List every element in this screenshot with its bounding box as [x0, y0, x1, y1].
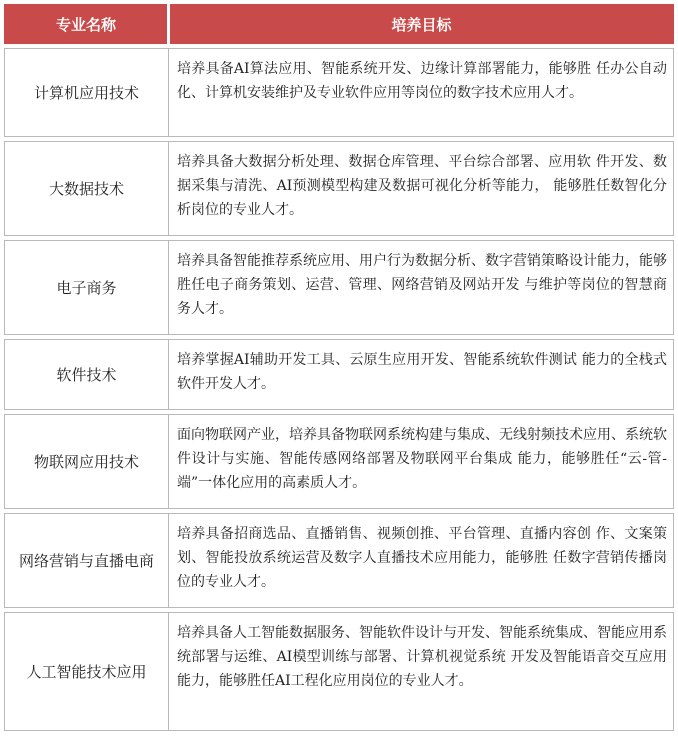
major-name: 大数据技术: [5, 142, 169, 236]
major-name: 人工智能技术应用: [5, 613, 169, 731]
major-name: 网络营销与直播电商: [5, 514, 169, 608]
major-name: 物联网应用技术: [5, 415, 169, 509]
training-goal: 培养具备招商选品、直播销售、视频创推、平台管理、直播内容创 作、文案策划、智能投放系统运营及数字人直播技术应用能力，能够胜 任数字营销传播岗位的专业人才。: [169, 514, 674, 608]
training-goal: 培养具备人工智能数据服务、智能软件设计与开发、智能系统集成、智能应用系统部署与运维、AI模型训练与部署、计算机视觉系统 开发及智能语音交互应用能力，能够胜任AI工程化应用岗位的专业人才。: [169, 613, 674, 731]
header-training-goal: 培养目标: [169, 5, 674, 44]
training-goal: 培养掌握AI辅助开发工具、云原生应用开发、智能系统软件测试 能力的全栈式软件开发人才。: [169, 340, 674, 410]
table-row: [5, 613, 674, 731]
header-major-name: 专业名称: [5, 5, 169, 44]
training-goal: 面向物联网产业，培养具备物联网系统构建与集成、无线射频技术应用、系统软件设计与实施、智能传感网络部署及物联网平台集成 能力，能够胜任“云-管-端”一体化应用的高素质人才。: [169, 415, 674, 509]
major-name: 软件技术: [5, 340, 169, 410]
major-name: 计算机应用技术: [5, 49, 169, 137]
table-row: [5, 340, 674, 410]
table-row: [5, 142, 674, 236]
training-goal: 培养具备大数据分析处理、数据仓库管理、平台综合部署、应用软 件开发、数据采集与清洗、AI预测模型构建及数据可视化分析等能力， 能够胜任数智化分析岗位的专业人才。: [169, 142, 674, 236]
table-row: [5, 415, 674, 509]
table-row: [5, 241, 674, 335]
table-row: [5, 49, 674, 137]
header-row: [5, 5, 674, 44]
table-row: [5, 514, 674, 608]
training-goal: 培养具备AI算法应用、智能系统开发、边缘计算部署能力，能够胜 任办公自动化、计算机安装维护及专业软件应用等岗位的数字技术应用人才。: [169, 49, 674, 137]
major-table: [4, 4, 674, 731]
major-name: 电子商务: [5, 241, 169, 335]
training-goal: 培养具备智能推荐系统应用、用户行为数据分析、数字营销策略设计能力，能够胜任电子商务策划、运营、管理、网络营销及网站开发 与维护等岗位的智慧商务人才。: [169, 241, 674, 335]
